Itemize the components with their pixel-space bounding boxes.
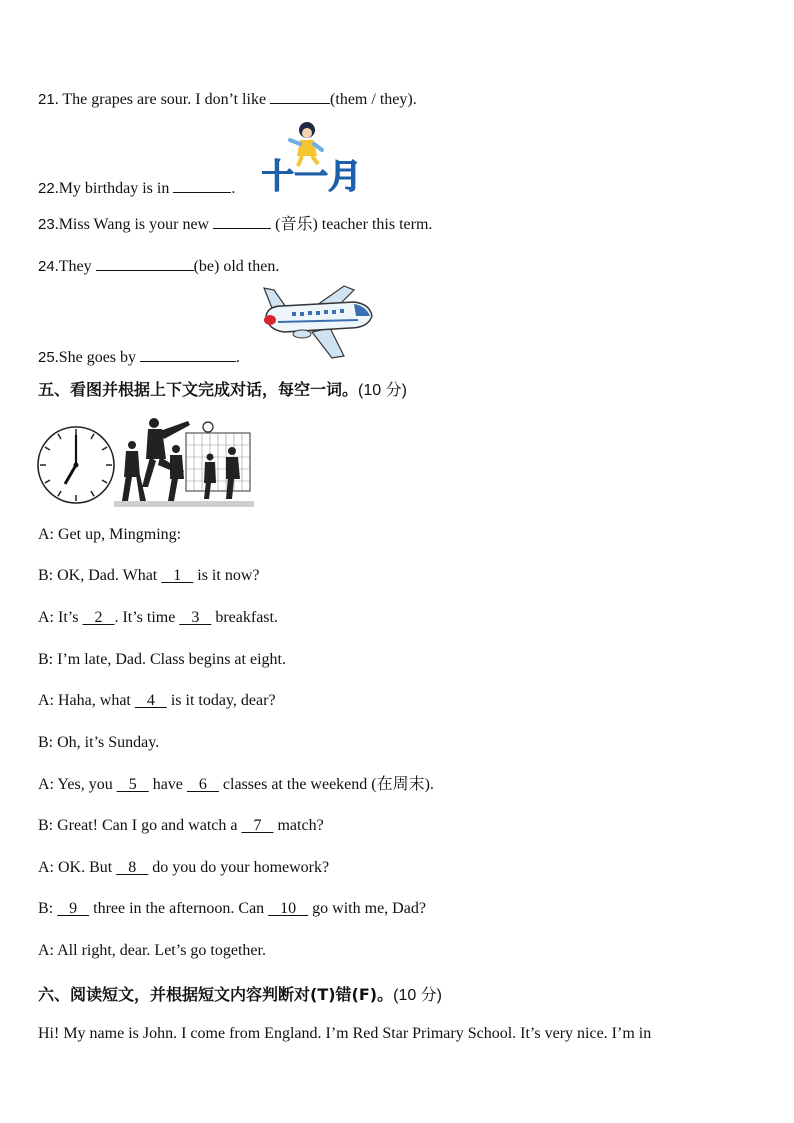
dialogue-text: do you do your homework? [148,859,330,876]
dialogue-text: . It’s time [114,609,180,626]
airplane-picture [258,282,376,362]
dialogue-line [38,566,259,586]
blank-number[interactable]: 6 [186,776,219,793]
dialogue-text: breakfast. [211,609,278,626]
section-title: 六、阅读短文，并根据短文内容判断对(T)错(F)。 [38,985,394,1004]
answer-blank[interactable] [213,213,271,229]
section-6-heading [38,982,442,1005]
dialogue-text: B: [38,900,58,917]
dialogue-text: A: Get up, Mingming: [38,526,182,543]
dialogue-text: is it today, dear? [166,692,276,709]
dialogue-text: A: Yes, you [38,776,117,793]
dialogue-text: B: I’m late, Dad. Class begins at eight. [38,651,286,668]
dialogue-text: classes at the weekend (在周末). [218,776,434,793]
dialogue-text: B: Great! Can I go and watch a [38,817,242,834]
blank-number[interactable]: 2 [82,609,115,626]
question-23 [38,213,432,235]
question-text: . The grapes are sour. I don’t like [54,91,271,108]
dialogue-line [38,691,276,711]
reading-passage: Hi! My name is John. I come from England. I’m Red Star Primary School. It’s very nice. I’m in [38,1025,652,1042]
blank-number[interactable]: 9 [57,900,90,917]
question-number: 23 [38,216,55,233]
question-end: . [231,180,236,197]
section-title: 五、看图并根据上下文完成对话，每空一词。 [38,380,359,399]
blank-number[interactable]: 10 [268,900,309,917]
question-hint: (音乐) teacher this term. [271,216,433,233]
dialogue-text: have [148,776,187,793]
section-5-heading [38,377,407,400]
november-label: 十一月 [262,157,360,192]
question-text: .She goes by [54,349,141,366]
dialogue-line [38,941,266,961]
question-number: 21 [38,91,55,108]
question-hint: (them / they). [330,91,417,108]
answer-blank[interactable] [270,88,330,104]
dialogue-line [38,650,286,670]
answer-blank[interactable] [173,177,231,193]
clock-picture [36,425,116,505]
dialogue-line [38,775,434,795]
dialogue-text: B: OK, Dad. What [38,567,162,584]
dialogue-text: is it now? [193,567,260,584]
answer-blank[interactable] [96,255,194,271]
question-end: . [236,349,241,366]
dialogue-text: A: It’s [38,609,83,626]
blank-number[interactable]: 5 [116,776,149,793]
blank-number[interactable]: 8 [116,859,149,876]
dialogue-text: A: Haha, what [38,692,135,709]
dialogue-line [38,733,159,753]
dialogue-line [38,525,181,545]
section-points: (10 分) [393,987,443,1004]
blank-number[interactable]: 1 [161,567,194,584]
dialogue-text: B: Oh, it’s Sunday. [38,734,160,751]
question-text: .My birthday is in [54,180,174,197]
dialogue-line [38,816,324,836]
dialogue-line [38,608,278,628]
dialogue-text: A: OK. But [38,859,117,876]
question-text: .Miss Wang is your new [54,216,214,233]
dialogue-text: match? [273,817,324,834]
question-22 [38,177,235,199]
question-21 [38,88,417,110]
question-number: 24 [38,258,55,275]
question-number: 25 [38,349,55,366]
dialogue-line [38,899,426,919]
blank-number[interactable]: 7 [241,817,274,834]
question-text: .They [54,258,96,275]
question-25 [38,346,240,368]
football-match-picture [114,415,254,507]
november-picture [262,120,360,192]
question-24 [38,255,279,277]
blank-number[interactable]: 4 [134,692,167,709]
dialogue-text: three in the afternoon. Can [89,900,269,917]
blank-number[interactable]: 3 [179,609,212,626]
dialogue-text: go with me, Dad? [308,900,426,917]
dialogue-line [38,858,329,878]
dialogue-text: A: All right, dear. Let’s go together. [38,942,266,959]
answer-blank[interactable] [140,346,236,362]
question-number: 22 [38,180,55,197]
question-hint: (be) old then. [193,258,280,275]
section-points: (10 分) [358,382,407,399]
